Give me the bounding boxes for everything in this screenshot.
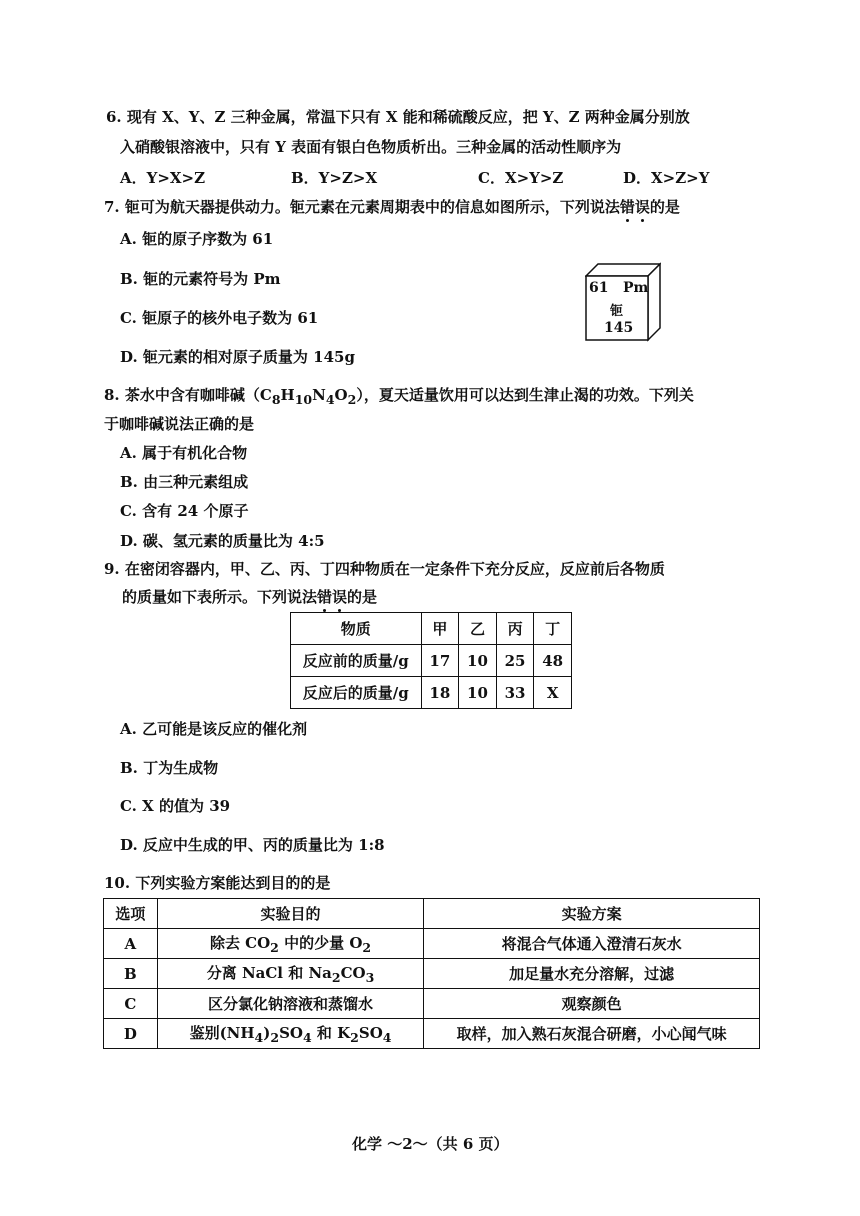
table-cell: 物质: [291, 613, 422, 645]
table-cell: 48: [534, 645, 572, 677]
table-row: [104, 959, 760, 989]
table-cell: 实验目的: [157, 899, 424, 929]
table-cell: C: [104, 989, 158, 1019]
q8-option-d: D. 碳、氢元素的质量比为 4:5: [120, 532, 325, 550]
table-cell: 分离 NaCl 和 $Na_2CO_3$: [157, 959, 424, 989]
table-cell: 取样，加入熟石灰混合研磨，小心闻气味: [424, 1019, 760, 1049]
table-row: [104, 989, 760, 1019]
table-cell: 反应前的质量/g: [291, 645, 422, 677]
table-cell: 甲: [421, 613, 459, 645]
element-mass: 145: [604, 320, 634, 336]
q9-stem-line2: 的质量如下表所示。下列说法错误的是: [122, 588, 378, 606]
table-cell: 反应后的质量/g: [291, 677, 422, 709]
q8-option-b: B. 由三种元素组成: [120, 473, 249, 491]
q8-stem-line2: 于咖啡碱说法正确的是: [104, 415, 255, 433]
q6-stem-line2: 入硝酸银溶液中，只有 Y 表面有银白色物质析出。三种金属的活动性顺序为: [120, 138, 622, 156]
table-row: [104, 929, 760, 959]
q7-option-a: A. 钷的原子序数为 61: [120, 230, 274, 248]
table-cell: 选项: [104, 899, 158, 929]
table-cell: 实验方案: [424, 899, 760, 929]
table-row: [291, 677, 572, 709]
table-cell: 加足量水充分溶解，过滤: [424, 959, 760, 989]
table-cell: 将混合气体通入澄清石灰水: [424, 929, 760, 959]
q7-option-c: C. 钷原子的核外电子数为 61: [120, 309, 319, 327]
q9-option-c: C. X 的值为 39: [120, 797, 231, 815]
table-cell: B: [104, 959, 158, 989]
table-cell: D: [104, 1019, 158, 1049]
q6-option-c: C．X>Y>Z: [478, 169, 564, 187]
table-cell: 18: [421, 677, 459, 709]
q7-option-d: D. 钷元素的相对原子质量为 145g: [120, 348, 355, 366]
element-symbol: Pm: [623, 280, 649, 296]
table-cell: A: [104, 929, 158, 959]
table-cell: 10: [459, 677, 497, 709]
table-row: [104, 899, 760, 929]
q9-option-d: D. 反应中生成的甲、丙的质量比为 1:8: [120, 836, 385, 854]
table-cell: 乙: [459, 613, 497, 645]
table-cell: 丙: [496, 613, 534, 645]
q8-option-a: A. 属于有机化合物: [120, 444, 248, 462]
q8-option-c: C. 含有 24 个原子: [120, 502, 249, 520]
q9-mass-table: [290, 612, 572, 709]
q9-option-b: B. 丁为生成物: [120, 759, 219, 777]
table-cell: 10: [459, 645, 497, 677]
table-cell: 17: [421, 645, 459, 677]
table-cell: X: [534, 677, 572, 709]
table-cell: 除去 $CO_2$ 中的少量 $O_2$: [157, 929, 424, 959]
table-cell: 33: [496, 677, 534, 709]
q6-option-b: B．Y>Z>X: [291, 169, 378, 187]
q9-stem-line1: 9. 在密闭容器内，甲、乙、丙、丁四种物质在一定条件下充分反应，反应前后各物质: [104, 560, 665, 578]
q6-stem-line1: 6. 现有 X、Y、Z 三种金属，常温下只有 X 能和稀硫酸反应，把 Y、Z 两种金属分别放: [106, 108, 690, 126]
q9-option-a: A. 乙可能是该反应的催化剂: [120, 720, 308, 738]
q6-option-a: A．Y>X>Z: [120, 169, 206, 187]
q7-stem: 7. 钷可为航天器提供动力。钷元素在元素周期表中的信息如图所示，下列说法错误的是: [104, 198, 680, 216]
page-footer: 化学 ～2～（共 6 页）: [352, 1135, 509, 1153]
q7-option-b: B. 钷的元素符号为 Pm: [120, 270, 281, 288]
table-cell: 25: [496, 645, 534, 677]
table-cell: 观察颜色: [424, 989, 760, 1019]
element-periodic-box: [585, 262, 661, 342]
table-row: [104, 1019, 760, 1049]
q10-stem: 10. 下列实验方案能达到目的的是: [104, 874, 331, 892]
table-cell: 鉴别$(NH_4)_2SO_4$ 和 $K_2SO_4$: [157, 1019, 424, 1049]
element-name: 钷: [610, 304, 624, 319]
table-row: [291, 613, 572, 645]
table-cell: 区分氯化钠溶液和蒸馏水: [157, 989, 424, 1019]
q6-option-d: D．X>Z>Y: [623, 169, 710, 187]
q8-stem-line1: 8. 茶水中含有咖啡碱$(C_8H_{10}N_4O_2)$，夏天适量饮用可以达到生津止渴的功效。下列关: [104, 386, 694, 407]
q10-experiment-table: [103, 898, 760, 1049]
table-row: [291, 645, 572, 677]
element-number: 61: [589, 280, 609, 296]
table-cell: 丁: [534, 613, 572, 645]
